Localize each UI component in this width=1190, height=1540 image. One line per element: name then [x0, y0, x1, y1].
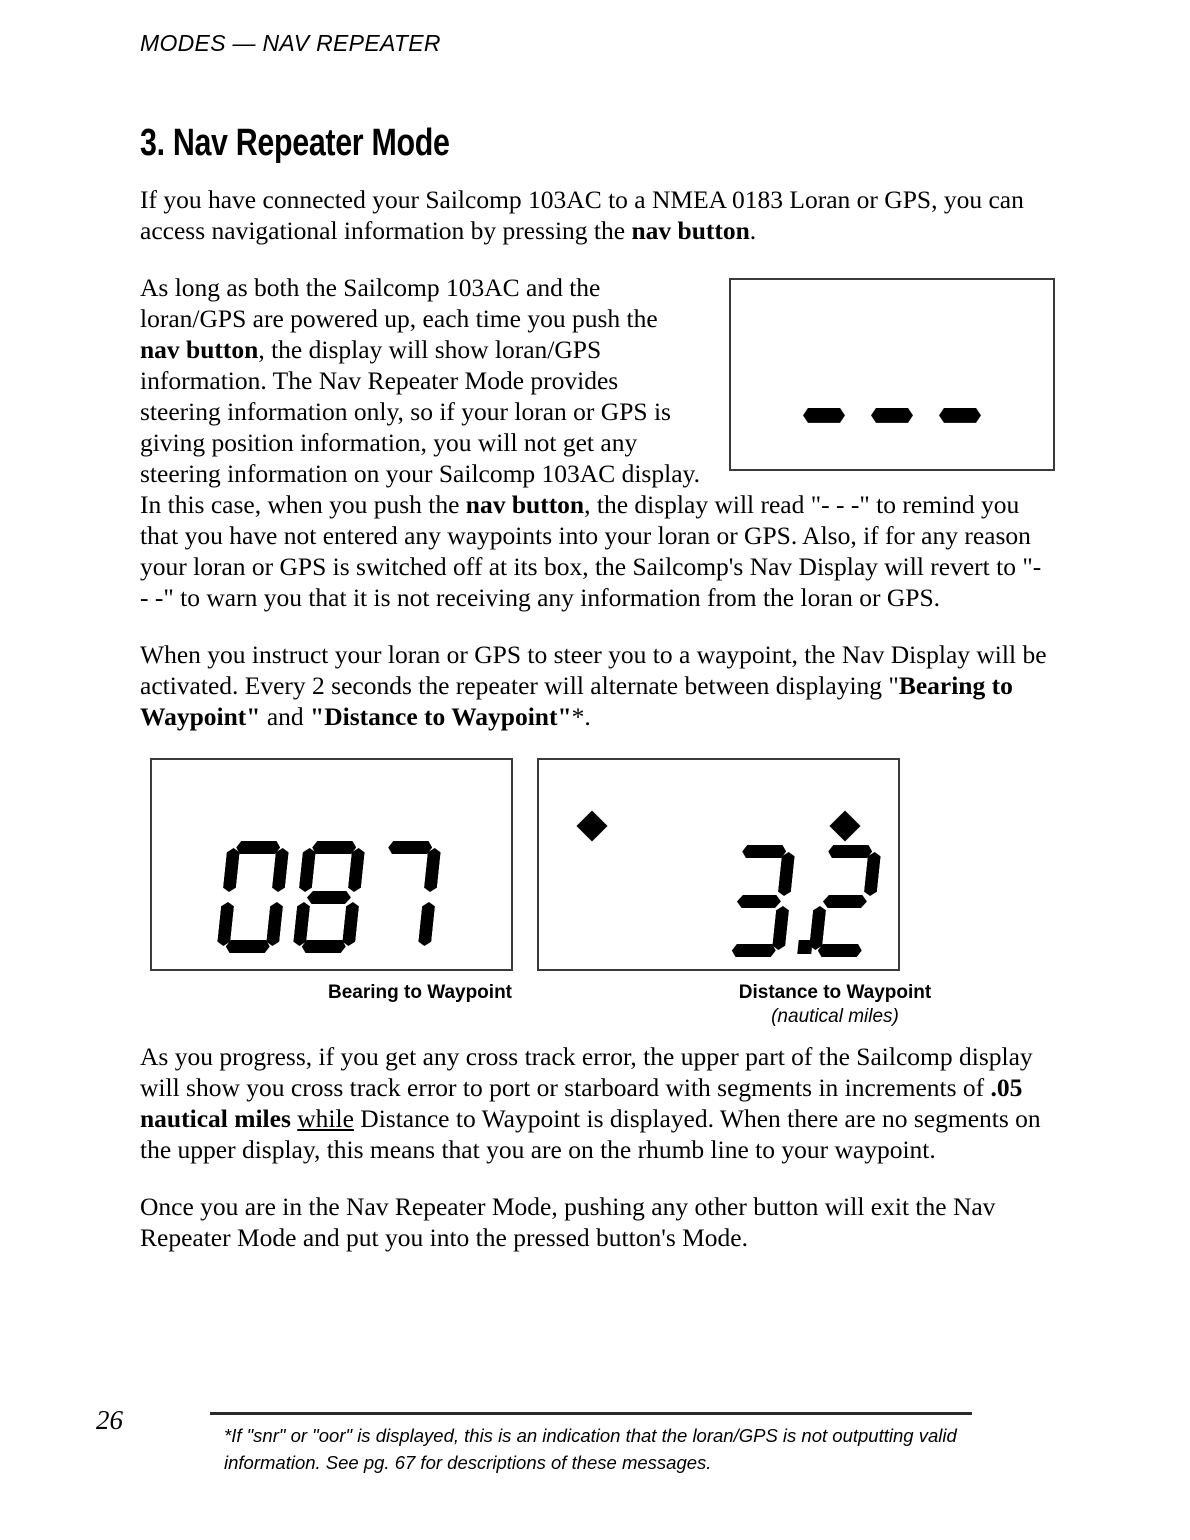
- lcd-display-distance: [537, 758, 900, 971]
- caption-distance: [635, 981, 1035, 1029]
- nav-button-emphasis: nav button: [631, 215, 750, 245]
- caption-distance-label: Distance to Waypoint: [738, 981, 932, 1003]
- caption-bearing-label: Bearing to Waypoint: [327, 981, 513, 1003]
- paragraph-alternating-a: When you instruct your loran or GPS to steer you to a waypoint, the Nav Display will be activated. Every 2 seconds the repeater will alternate between displaying ": [140, 639, 1047, 700]
- lcd-panel-dashes-wrapper: [729, 278, 1055, 471]
- paragraph-alternating-b: and: [260, 701, 311, 731]
- lcd-caption-row: [140, 981, 1055, 1041]
- paragraph-intro-text-a: If you have connected your Sailcomp 103AC to a NMEA 0183 Loran or GPS, you can access navigational information by pressing the: [140, 184, 1024, 245]
- paragraph-cross-track: [140, 1041, 1055, 1165]
- nav-button-emphasis: nav button: [465, 489, 585, 519]
- seven-segment-digit: [292, 841, 366, 953]
- dash-segment: [939, 408, 981, 423]
- cross-track-marker-port-icon: [576, 810, 607, 841]
- paragraph-intro-text-b: .: [749, 215, 757, 245]
- seven-segment-bearing-value: [222, 841, 436, 953]
- seven-segment-digit: [216, 841, 290, 953]
- lcd-figure-row: [140, 758, 1055, 971]
- dash-segment: [871, 408, 913, 423]
- seven-segment-digit: [808, 845, 882, 957]
- paragraph-cross-track-a: As you progress, if you get any cross track error, the upper part of the Sailcomp display will show you cross track error to port or starboard with segments in increments of: [140, 1041, 1033, 1102]
- increment-emphasis: .05 nautical miles: [140, 1072, 1023, 1133]
- paragraph-alternating-display: [140, 639, 1055, 732]
- paragraph-intro: [140, 184, 1055, 246]
- seven-segment-digit: [368, 841, 442, 953]
- seven-segment-distance-value: [728, 845, 876, 957]
- while-underline: while: [297, 1103, 354, 1133]
- nav-button-emphasis: nav button: [140, 334, 259, 364]
- footnote-text: *If "snr" or "oor" is displayed, this is an indication that the loran/GPS is not outputting valid information. See pg. 67 for descriptions of these messages.: [224, 1425, 957, 1473]
- page-number: 26: [96, 1405, 123, 1435]
- bearing-to-waypoint-emphasis: Bearing to Waypoint": [140, 670, 1013, 731]
- page-content: [140, 124, 1055, 1279]
- seven-segment-digit: [722, 845, 796, 957]
- caption-distance-units: (nautical miles): [771, 1005, 899, 1027]
- paragraph-exit-mode: Once you are in the Nav Repeater Mode, pushing any other button will exit the Nav Repeater Mode and put you into the pressed button's Mode.: [140, 1191, 996, 1252]
- caption-bearing: [250, 981, 590, 1005]
- paragraph-nav-behavior-c: , the display will read "- - -" to remind you that you have not entered any waypoints into your loran or GPS. Also, if for any reason your loran or GPS is switched off at its box, the Sailcomp's Nav Display will revert to "- - -" to warn you that it is not receiving any information from the loran or GPS.: [140, 489, 1042, 612]
- footnote-divider: [210, 1412, 972, 1415]
- lcd-display-bearing: [150, 758, 513, 971]
- paragraph-nav-behavior-b: , the display will show loran/GPS information. The Nav Repeater Mode provides steering information only, so if your loran or GPS is giving position information, you will not get any steering information on your Sailcomp 103AC display. In this case, when you push the: [140, 334, 700, 519]
- dash-segment: [803, 408, 845, 423]
- cross-track-marker-starboard-icon: [829, 810, 860, 841]
- paragraph-nav-behavior-a: As long as both the Sailcomp 103AC and the loran/GPS are powered up, each time you push the: [140, 272, 658, 333]
- lcd-display-no-data: [729, 278, 1055, 471]
- page-title: 3. Nav Repeater Mode: [140, 122, 450, 164]
- distance-to-waypoint-emphasis: "Distance to Waypoint": [310, 701, 572, 731]
- running-head: MODES — NAV REPEATER: [140, 30, 441, 56]
- paragraph-cross-track-c: Distance to Waypoint is displayed. When there are no segments on the upper display, this means that you are on the rhumb line to your waypoint.: [140, 1103, 1041, 1164]
- paragraph-alternating-c: *.: [571, 701, 591, 731]
- lcd-dash-row: [731, 408, 1053, 423]
